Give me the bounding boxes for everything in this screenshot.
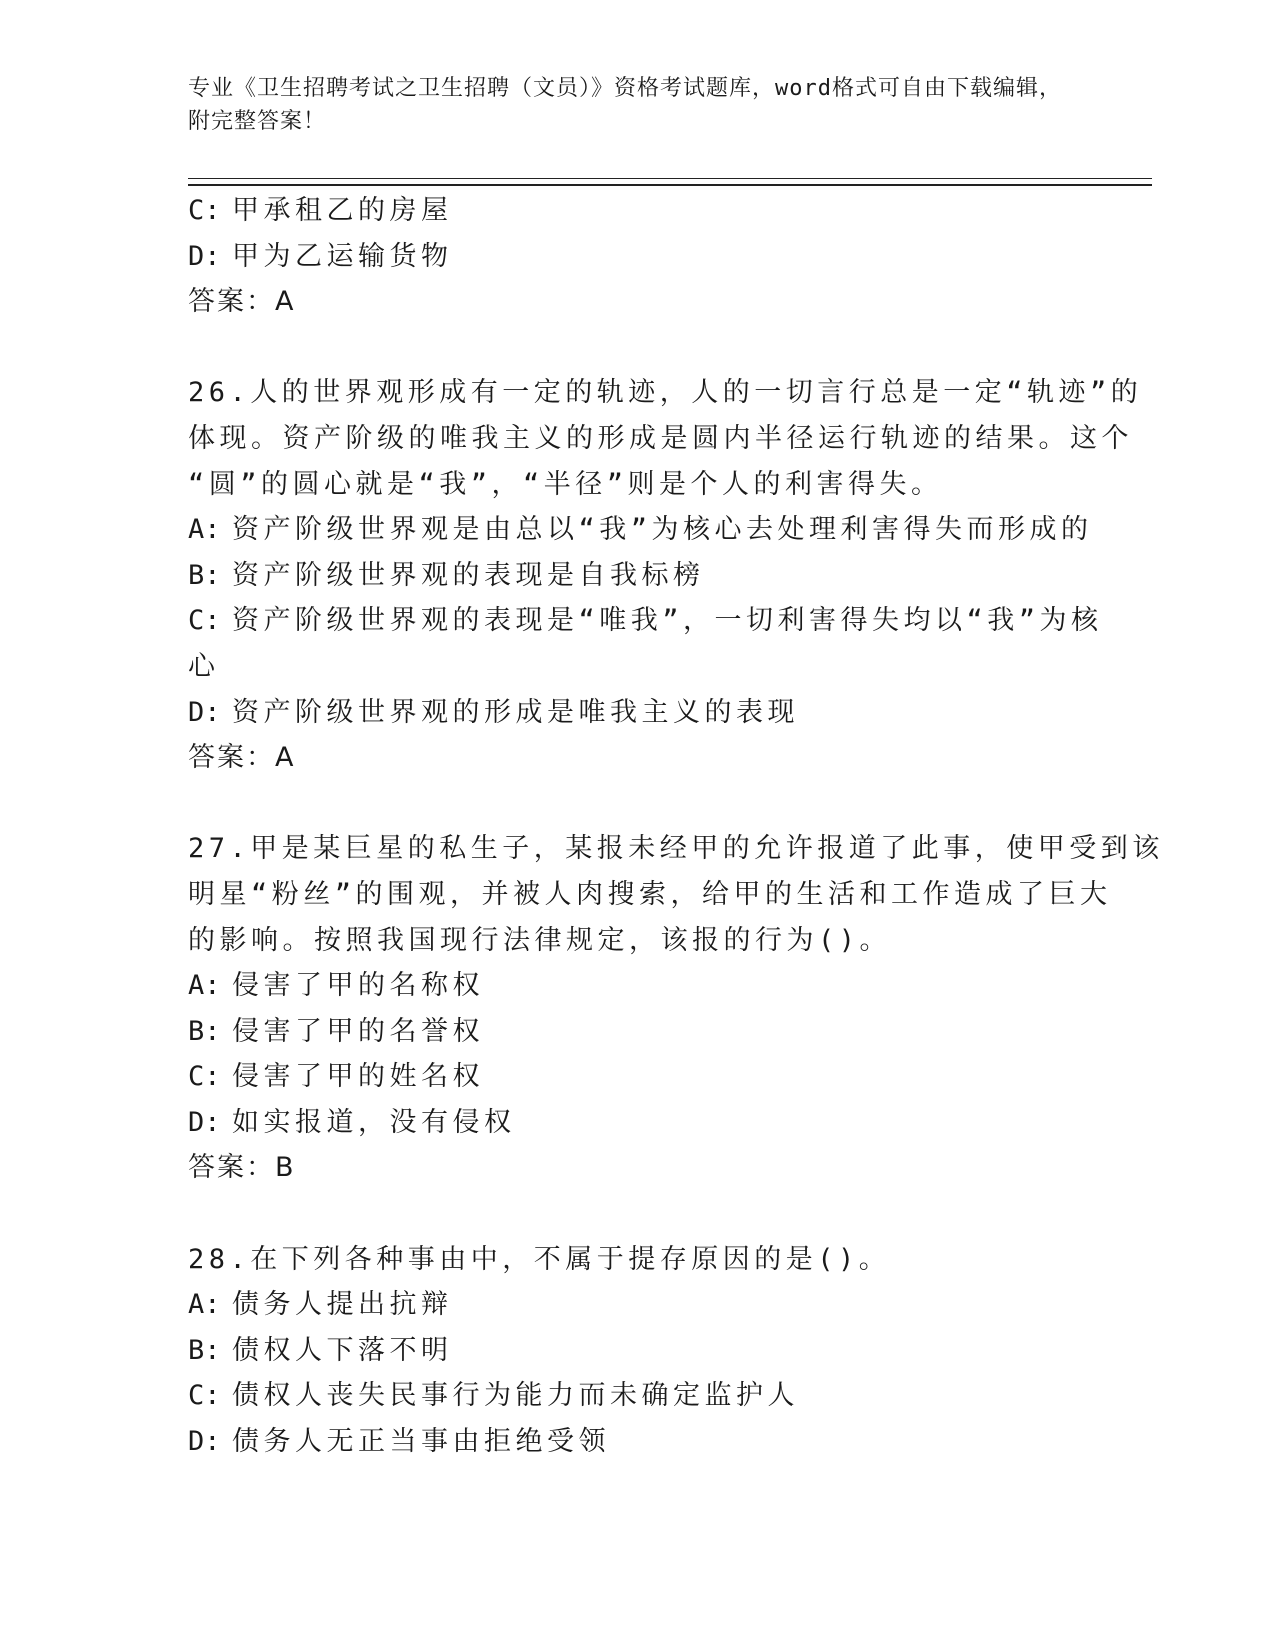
option-b: B: 债权人下落不明 bbox=[188, 1334, 453, 1366]
question-27 bbox=[188, 826, 1164, 1191]
question-28 bbox=[188, 1237, 1088, 1465]
page-header: 专业《卫生招聘考试之卫生招聘（文员）》资格考试题库，word格式可自由下载编辑，附完整答案！ bbox=[188, 76, 1062, 134]
option-b: B: 资产阶级世界观的表现是自我标榜 bbox=[188, 559, 705, 591]
question-stem-line: 28.在下列各种事由中，不属于提存原因的是()。 bbox=[188, 1243, 891, 1275]
question-stem-line: 体现。资产阶级的唯我主义的形成是圆内半径运行轨迹的结果。这个 bbox=[188, 422, 1133, 454]
question-stem-line: 明星“粉丝”的围观，并被人肉搜索，给甲的生活和工作造成了巨大 bbox=[188, 878, 1112, 910]
question-stem-line: 27.甲是某巨星的私生子，某报未经甲的允许报道了此事，使甲受到该 bbox=[188, 833, 1164, 865]
question-stem-line: 26.人的世界观形成有一定的轨迹，人的一切言行总是一定“轨迹”的 bbox=[188, 377, 1143, 409]
question-26 bbox=[188, 370, 1143, 780]
option-d: D: 债务人无正当事由拒绝受领 bbox=[188, 1426, 610, 1458]
option-a: A: 侵害了甲的名称权 bbox=[188, 970, 484, 1002]
option-a: A: 资产阶级世界观是由总以“我”为核心去处理利害得失而形成的 bbox=[188, 514, 1093, 546]
option-b: B: 侵害了甲的名誉权 bbox=[188, 1015, 484, 1047]
option-a: A: 债务人提出抗辩 bbox=[188, 1289, 453, 1321]
document-content bbox=[188, 188, 1164, 1465]
answer-line: 答案：A bbox=[188, 742, 296, 774]
option-d: D: 甲为乙运输货物 bbox=[188, 240, 453, 272]
option-c-continuation: 心 bbox=[188, 650, 220, 682]
question-stem-line: “圆”的圆心就是“我”，“半径”则是个人的利害得失。 bbox=[188, 468, 943, 500]
header-divider-thin bbox=[188, 178, 1152, 179]
option-c: C: 甲承租乙的房屋 bbox=[188, 195, 453, 226]
option-c: C: 侵害了甲的姓名权 bbox=[188, 1061, 484, 1093]
header-divider-thick bbox=[188, 184, 1152, 186]
option-c: C: 资产阶级世界观的表现是“唯我”，一切利害得失均以“我”为核 bbox=[188, 605, 1103, 637]
answer-line: 答案：B bbox=[188, 1152, 296, 1184]
answer-line: 答案：A bbox=[188, 286, 296, 318]
option-d: D: 如实报道，没有侵权 bbox=[188, 1106, 516, 1138]
question-stem-line: 的影响。按照我国现行法律规定，该报的行为()。 bbox=[188, 924, 892, 956]
option-d: D: 资产阶级世界观的形成是唯我主义的表现 bbox=[188, 696, 799, 728]
option-c: C: 债权人丧失民事行为能力而未确定监护人 bbox=[188, 1380, 799, 1412]
